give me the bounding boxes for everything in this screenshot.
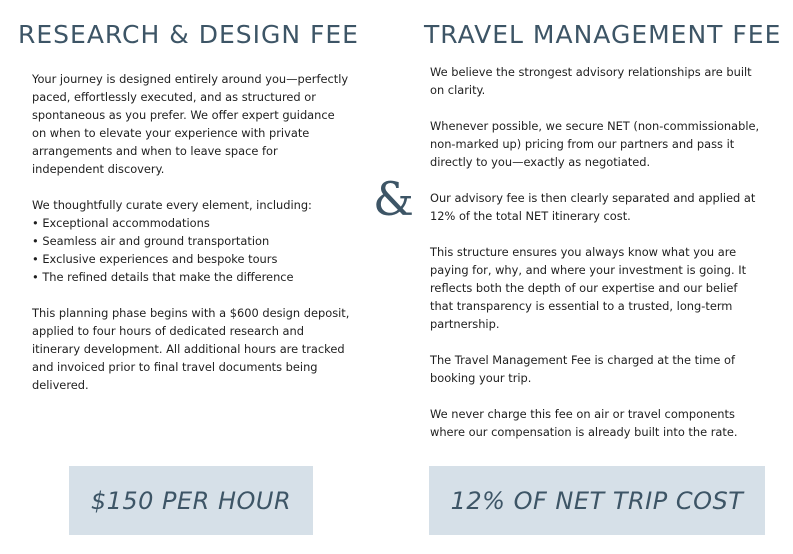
hourly-price-badge: $150 PER HOUR — [69, 466, 313, 535]
paragraph: The Travel Management Fee is charged at the time of booking your trip. — [430, 353, 735, 385]
paragraph: Whenever possible, we secure NET (non-commissionable, non-marked up) pricing from our partners and pass it directly to you—exactly as negotiated. — [430, 119, 760, 169]
travel-management-fee-body — [430, 63, 760, 459]
closing-paragraph: This planning phase begins with a $600 design deposit, applied to four hours of dedicated research and itinerary development. All additional hours are tracked and invoiced prior to final travel documents being delivered. — [32, 306, 350, 392]
paragraph: Our advisory fee is then clearly separated and applied at 12% of the total NET itinerary cost. — [430, 191, 756, 223]
paragraph: This structure ensures you always know what you are paying for, why, and where your investment is going. It reflects both the depth of our expertise and our belief that transparency is essential to a trusted, long-term partnership. — [430, 245, 747, 331]
travel-management-fee-heading: TRAVEL MANAGEMENT FEE — [424, 20, 782, 49]
ampersand-divider: & — [373, 172, 414, 226]
paragraph: We never charge this fee on air or travel components where our compensation is already built into the rate. — [430, 407, 738, 439]
list-item: • Exceptional accommodations — [32, 214, 350, 232]
list-item: • The refined details that make the difference — [32, 268, 350, 286]
intro-paragraph: Your journey is designed entirely around you—perfectly paced, effortlessly executed, and as structured or spontaneous as you prefer. We offer expert guidance on when to elevate your experience with private arrangements and when to leave space for independent discovery. — [32, 72, 349, 176]
list-intro: We thoughtfully curate every element, including: — [32, 198, 312, 212]
net-cost-price-badge: 12% OF NET TRIP COST — [429, 466, 765, 535]
research-design-fee-heading: RESEARCH & DESIGN FEE — [18, 20, 359, 49]
research-design-fee-body — [32, 70, 350, 412]
curated-elements-list — [32, 214, 350, 286]
list-item: • Seamless air and ground transportation — [32, 232, 350, 250]
paragraph: We believe the strongest advisory relationships are built on clarity. — [430, 65, 752, 97]
list-item: • Exclusive experiences and bespoke tours — [32, 250, 350, 268]
